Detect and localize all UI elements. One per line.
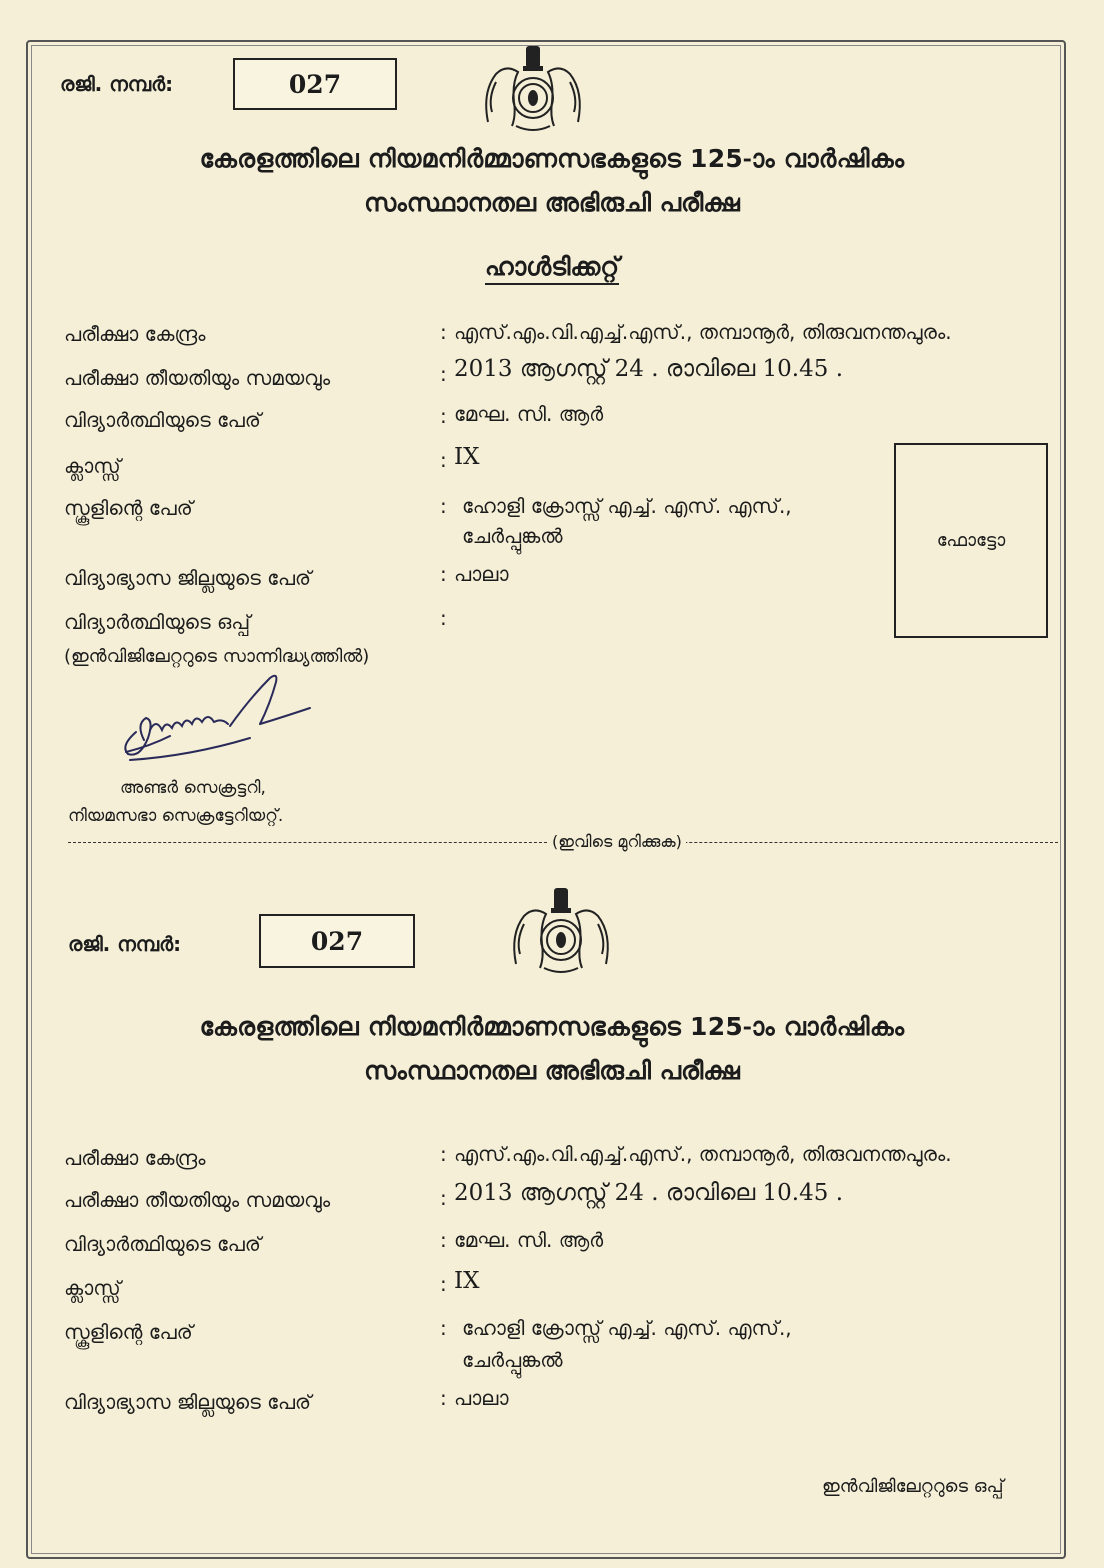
bottom-field-value-class: IX bbox=[454, 1268, 480, 1294]
colon: : bbox=[440, 606, 447, 630]
colon: : bbox=[440, 1142, 447, 1166]
top-field-value-student-name: മേഘ. സി. ആർ bbox=[454, 402, 604, 426]
bottom-field-value-datetime: 2013 ആഗസ്റ്റ് 24 . രാവിലെ 10.45 . bbox=[454, 1180, 844, 1206]
colon: : bbox=[440, 448, 447, 472]
top-field-label-datetime: പരീക്ഷാ തീയതിയും സമയവും bbox=[64, 366, 331, 390]
colon: : bbox=[440, 1228, 447, 1252]
top-reg-label: രജി. നമ്പർ: bbox=[60, 72, 174, 96]
bottom-field-label-datetime: പരീക്ഷാ തീയതിയും സമയവും bbox=[64, 1188, 331, 1212]
photo-box bbox=[894, 443, 1048, 638]
kerala-state-emblem-icon bbox=[506, 884, 616, 978]
top-title: കേരളത്തിലെ നിയമനിർമ്മാണസഭകളുടെ 125-ാം വാർഷികം bbox=[199, 144, 905, 173]
top-field-value-center: എസ്.എം.വി.എച്ച്.എസ്., തമ്പാനൂർ, തിരുവനന്തപുരം. bbox=[454, 320, 952, 344]
top-subtitle: സംസ്ഥാനതല അഭിരുചി പരീക്ഷ bbox=[364, 188, 740, 217]
top-field-label-district: വിദ്യാഭ്യാസ ജില്ലയുടെ പേര് bbox=[64, 566, 312, 590]
bottom-field-value-school: ഹോളി ക്രോസ്സ് എച്ച്. എസ്. എസ്., bbox=[462, 1316, 792, 1340]
colon: : bbox=[440, 320, 447, 344]
top-field-value-school-place: ചേർപ്പുങ്കൽ bbox=[462, 524, 563, 548]
bottom-title: കേരളത്തിലെ നിയമനിർമ്മാണസഭകളുടെ 125-ാം വാർഷികം bbox=[199, 1012, 905, 1041]
bottom-field-label-center: പരീക്ഷാ കേന്ദ്രം bbox=[64, 1146, 206, 1170]
colon: : bbox=[440, 1272, 447, 1296]
kerala-state-emblem-icon bbox=[478, 42, 588, 136]
hall-ticket-text: ഹാൾടിക്കറ്റ് bbox=[485, 252, 619, 285]
bottom-field-label-student-name: വിദ്യാർത്ഥിയുടെ പേര് bbox=[64, 1232, 261, 1256]
photo-label: ഫോട്ടോ bbox=[936, 530, 1006, 551]
bottom-field-value-center: എസ്.എം.വി.എച്ച്.എസ്., തമ്പാനൂർ, തിരുവനന്തപുരം. bbox=[454, 1142, 952, 1166]
bottom-field-label-class: ക്ലാസ്സ് bbox=[64, 1276, 121, 1300]
top-field-label-class: ക്ലാസ്സ് bbox=[64, 454, 121, 478]
colon: : bbox=[440, 1316, 447, 1340]
colon: : bbox=[440, 562, 447, 586]
top-field-value-school: ഹോളി ക്രോസ്സ് എച്ച്. എസ്. എസ്., bbox=[462, 494, 792, 518]
colon: : bbox=[440, 1186, 447, 1210]
signatory-office: നിയമസഭാ സെക്രട്ടേറിയറ്റ്. bbox=[68, 806, 284, 826]
cut-here-line bbox=[68, 832, 1058, 852]
bottom-subtitle: സംസ്ഥാനതല അഭിരുചി പരീക്ഷ bbox=[364, 1056, 740, 1085]
bottom-reg-label: രജി. നമ്പർ: bbox=[68, 932, 182, 956]
cut-here-text: (ഇവിടെ മുറിക്കുക) bbox=[548, 832, 686, 852]
invigilator-signature-label: ഇൻവിജിലേറ്ററുടെ ഒപ്പ് bbox=[822, 1476, 1004, 1497]
signatory-designation: അണ്ടർ സെക്രട്ടറി, bbox=[120, 778, 266, 798]
colon: : bbox=[440, 404, 447, 428]
bottom-field-value-student-name: മേഘ. സി. ആർ bbox=[454, 1228, 604, 1252]
colon: : bbox=[440, 494, 447, 518]
top-reg-number: 027 bbox=[233, 58, 397, 110]
bottom-reg-number: 027 bbox=[259, 914, 415, 968]
colon: : bbox=[440, 1386, 447, 1410]
top-field-label-student-signature: വിദ്യാർത്ഥിയുടെ ഒപ്പ് bbox=[64, 610, 251, 634]
invigilator-presence-note: (ഇൻവിജിലേറ്ററുടെ സാന്നിദ്ധ്യത്തിൽ) bbox=[64, 646, 370, 667]
top-field-label-student-name: വിദ്യാർത്ഥിയുടെ പേര് bbox=[64, 408, 261, 432]
bottom-field-value-school-place: ചേർപ്പുങ്കൽ bbox=[462, 1348, 563, 1372]
top-field-label-center: പരീക്ഷാ കേന്ദ്രം bbox=[64, 322, 206, 346]
top-field-value-datetime: 2013 ആഗസ്റ്റ് 24 . രാവിലെ 10.45 . bbox=[454, 356, 844, 382]
bottom-field-label-district: വിദ്യാഭ്യാസ ജില്ലയുടെ പേര് bbox=[64, 1390, 312, 1414]
top-field-value-district: പാലാ bbox=[454, 562, 509, 586]
top-field-label-school: സ്കൂളിന്റെ പേര് bbox=[64, 496, 193, 520]
bottom-field-label-school: സ്കൂളിന്റെ പേര് bbox=[64, 1320, 193, 1344]
bottom-field-value-district: പാലാ bbox=[454, 1386, 509, 1410]
hall-ticket-heading bbox=[0, 252, 1104, 282]
colon: : bbox=[440, 362, 447, 386]
top-field-value-class: IX bbox=[454, 444, 480, 470]
handwritten-signature bbox=[110, 668, 330, 768]
